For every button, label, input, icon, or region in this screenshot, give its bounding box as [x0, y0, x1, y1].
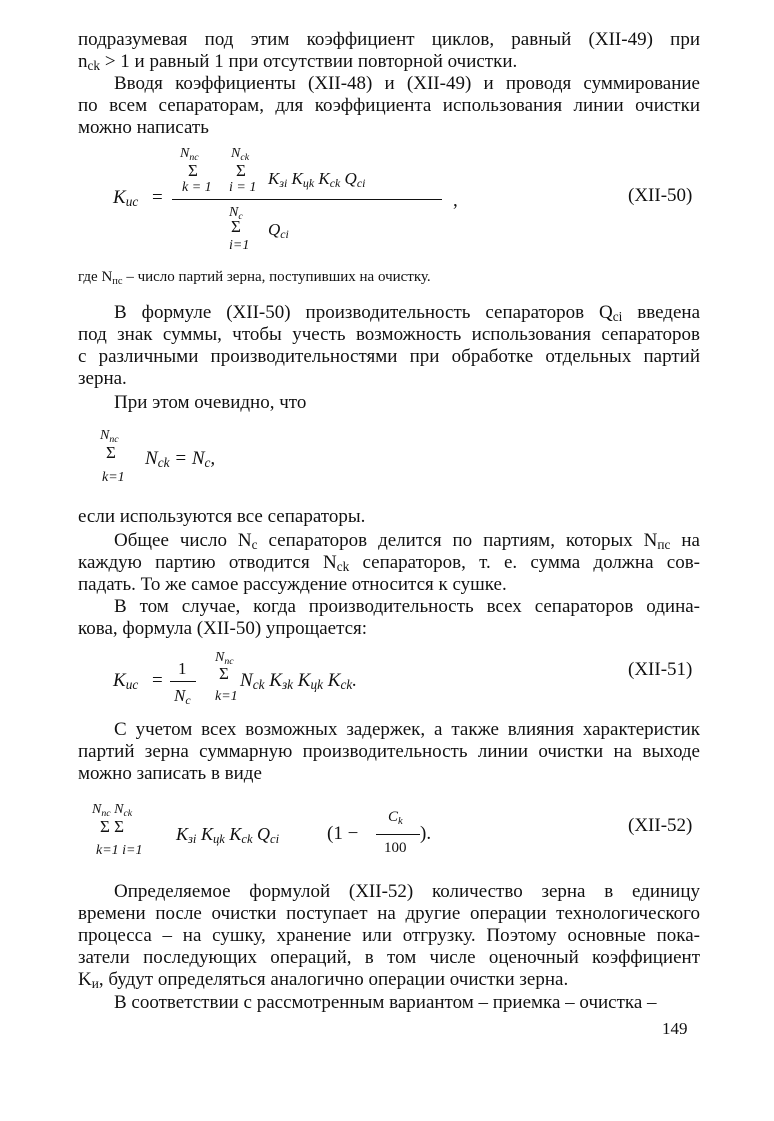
fraction-bar [172, 199, 442, 200]
paragraph-line: под знак суммы, чтобы учесть возможность использования сепараторов [78, 324, 700, 345]
paragraph-line: по всем сепараторам, для коэффициента использования линии очистки [78, 95, 700, 116]
lower-limit: i=1 [229, 238, 250, 253]
lower-limit: k=1 [102, 470, 125, 485]
double-sum-symbol: Σ Σ [100, 817, 125, 836]
fraction-denominator: $N_c$ [174, 686, 191, 707]
paren-close: ). [420, 823, 432, 844]
numerator-expression: $K_{зi}$ $K_{цk}$ $K_{ck}$ $Q_{ci}$ [268, 169, 366, 190]
sum-expression: $N_{ck}$ $K_{зk}$ $K_{цk}$ $K_{ck}$. [240, 670, 358, 692]
paragraph-line: В соответствии с рассмотренным вариантом – приемка – очистка – [114, 992, 657, 1013]
paragraph-line: В формуле (XII-50) производительность сепараторов $Q_{ci}$ введена [114, 302, 700, 324]
equation-number: (XII-50) [628, 185, 693, 206]
lower-limit: k = 1 [182, 180, 212, 195]
paragraph-line: С учетом всех возможных задержек, а также влияния характеристик [114, 719, 700, 740]
denominator-expression: $Q_{ci}$ [268, 220, 289, 241]
fraction-bar [376, 834, 420, 835]
equation-lhs: $K_{ис}$ [113, 670, 139, 692]
paragraph-line: процесса – на сушку, хранение или отгрузку. Поэтому основные пока- [78, 925, 700, 946]
page-number: 149 [662, 1019, 688, 1038]
fraction-numerator: $C_k$ [388, 809, 403, 827]
fraction-denominator: 100 [384, 840, 407, 856]
sum-expression: $N_{ck} = N_c$, [145, 448, 216, 470]
fraction-numerator: 1 [178, 659, 187, 678]
lower-limit: k=1 [215, 689, 238, 704]
paragraph-line: $K_и$, будут определяться аналогично операции очистки зерна. [78, 969, 569, 991]
paren-open: (1 − [327, 823, 359, 844]
upper-limit: $N_c$ [229, 205, 243, 222]
paragraph-line: Общее число $N_c$ сепараторов делится по партиям, которых $N_{пс}$ на [114, 530, 700, 552]
paragraph-line: В том случае, когда производительность всех сепараторов одина- [114, 596, 700, 617]
paragraph-line: можно написать [78, 117, 209, 138]
paragraph-line: падать. То же самое рассуждение относится к сушке. [78, 574, 507, 595]
paragraph-line: затели последующих операций, в том числе оценочный коэффициент [78, 947, 700, 968]
sum-symbol: Σ [236, 161, 246, 180]
upper-limits: $N_{пс}$ $N_{ck}$ [92, 802, 133, 819]
sum-expression: $K_{зi}$ $K_{цk}$ $K_{ck}$ $Q_{ci}$ [176, 824, 280, 846]
sum-symbol: Σ [219, 664, 229, 683]
equals-sign: = [152, 187, 163, 208]
paragraph-line: можно записать в виде [78, 763, 262, 784]
paragraph-line: если используются все сепараторы. [78, 506, 366, 527]
fraction-bar [170, 681, 196, 682]
lower-limit: i = 1 [229, 180, 257, 195]
paragraph-line: Определяемое формулой (XII-52) количество зерна в единицу [114, 881, 700, 902]
paragraph-line: партий зерна суммарную производительность линии очистки на выходе [78, 741, 700, 762]
paragraph-line: $n_{ck} > 1$ и равный 1 при отсутствии повторной очистки. [78, 51, 518, 73]
equation-number: (XII-52) [628, 815, 693, 836]
equals-sign: = [152, 670, 163, 691]
equation-lhs: $K_{ис}$ [113, 187, 139, 209]
sum-symbol: Σ [188, 161, 198, 180]
paragraph-line: Вводя коэффициенты (XII-48) и (XII-49) и проводя суммирование [114, 73, 700, 94]
paragraph-line: с различными производительностями при обработке отдельных партий [78, 346, 700, 367]
paragraph-line: зерна. [78, 368, 127, 389]
upper-limit: $N_{пс}$ [215, 650, 234, 667]
lower-limits: k=1 i=1 [96, 843, 143, 858]
variable-note: где $N_{пс}$ – число партий зерна, поступивших на очистку. [78, 269, 431, 287]
sum-symbol: Σ [231, 217, 241, 236]
upper-limit: $N_{пс}$ [180, 146, 199, 163]
equation-number: (XII-51) [628, 659, 693, 680]
paragraph-line: При этом очевидно, что [114, 392, 307, 413]
upper-limit: $N_{ck}$ [231, 146, 250, 163]
paragraph-line: кова, формула (XII-50) упрощается: [78, 618, 368, 639]
sum-symbol: Σ [106, 443, 116, 462]
upper-limit: $N_{пс}$ [100, 428, 119, 445]
paragraph-line: времени после очистки поступает на другие операции технологического [78, 903, 700, 924]
equation-comma: , [453, 190, 458, 211]
paragraph-line: каждую партию отводится $N_{ck}$ сепараторов, т. е. сумма должна сов- [78, 552, 700, 574]
paragraph-line: подразумевая под этим коэффициент циклов, равный (XII-49) при [78, 29, 700, 50]
